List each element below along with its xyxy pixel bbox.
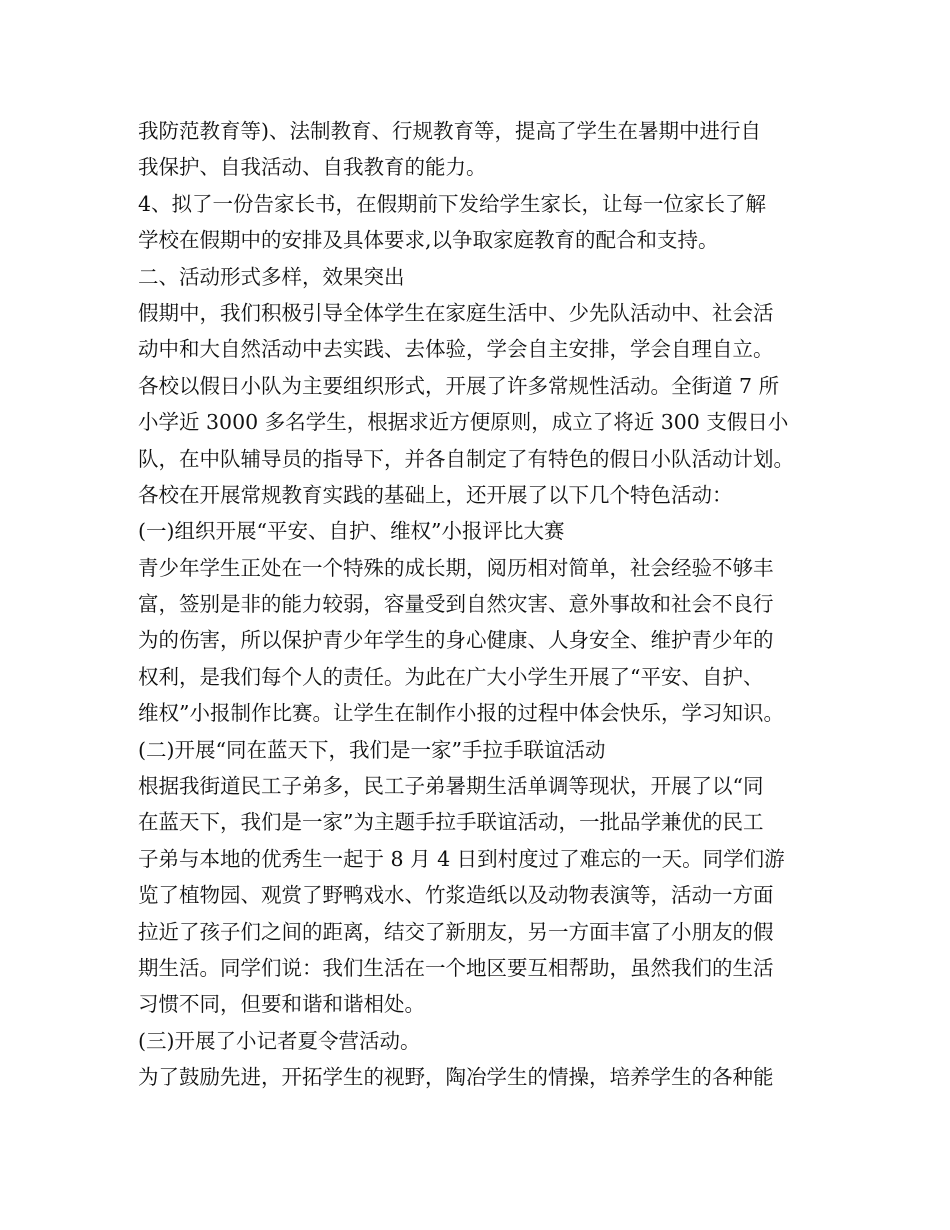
text-line: 我保护、自我活动、自我教育的能力。 [138, 155, 487, 180]
text-line: 队，在中队辅导员的指导下，并各自制定了有特色的假日小队活动计划。 [138, 446, 794, 471]
text-line: 动中和大自然活动中去实践、去体验，学会自主安排，学会自理自立。 [138, 337, 774, 362]
section-heading: 二、活动形式多样，效果突出 [138, 264, 405, 289]
text-line: 期生活。同学们说：我们生活在一个地区要互相帮助，虽然我们的生活 [138, 955, 774, 980]
text-line: 览了植物园、观赏了野鸭戏水、竹浆造纸以及动物表演等，活动一方面 [138, 883, 774, 908]
text-line: 我防范教育等)、法制教育、行规教育等，提高了学生在暑期中进行自 [138, 119, 761, 143]
subsection-heading: (一)组织开展“平安、自护、维权”小报评比大赛 [138, 519, 565, 544]
text-line: 维权”小报制作比赛。让学生在制作小报的过程中体会快乐，学习知识。 [138, 701, 784, 726]
text-line: 学校在假期中的安排及具体要求,以争取家庭教育的配合和支持。 [138, 228, 719, 253]
subsection-heading: (二)开展“同在蓝天下，我们是一家”手拉手联谊活动 [138, 737, 606, 762]
subsection-heading: (三)开展了小记者夏令营活动。 [138, 1028, 421, 1053]
text-line: 习惯不同，但要和谐和谐相处。 [138, 992, 425, 1017]
text-line: 权利，是我们每个人的责任。为此在广大小学生开展了“平安、自护、 [138, 664, 764, 689]
text-line: 在蓝天下，我们是一家”为主题手拉手联谊活动，一批品学兼优的民工 [138, 810, 764, 835]
text-line: 4、拟了一份告家长书，在假期前下发给学生家长，让每一位家长了解 [138, 191, 767, 216]
text-line: 青少年学生正处在一个特殊的成长期，阅历相对简单，社会经验不够丰 [138, 555, 774, 580]
text-line: 各校在开展常规教育实践的基础上，还开展了以下几个特色活动： [138, 482, 733, 507]
text-line: 拉近了孩子们之间的距离，结交了新朋友，另一方面丰富了小朋友的假 [138, 919, 774, 944]
text-line: 根据我街道民工子弟多，民工子弟暑期生活单调等现状，开展了以“同 [138, 774, 764, 799]
text-line: 小学近 3000 多名学生，根据求近方便原则，成立了将近 300 支假日小 [138, 410, 789, 435]
text-line: 假期中，我们积极引导全体学生在家庭生活中、少先队活动中、社会活 [138, 300, 774, 325]
document-body [138, 113, 838, 1096]
text-line: 子弟与本地的优秀生一起于 8 月 4 日到村度过了难忘的一天。同学们游 [138, 846, 785, 871]
text-line: 为了鼓励先进，开拓学生的视野，陶冶学生的情操，培养学生的各种能 [138, 1065, 774, 1090]
text-line: 为的伤害，所以保护青少年学生的身心健康、人身安全、维护青少年的 [138, 628, 774, 653]
text-line: 各校以假日小队为主要组织形式，开展了许多常规性活动。全街道 7 所 [138, 373, 780, 398]
text-line: 富，签别是非的能力较弱，容量受到自然灾害、意外事故和社会不良行 [138, 592, 774, 617]
